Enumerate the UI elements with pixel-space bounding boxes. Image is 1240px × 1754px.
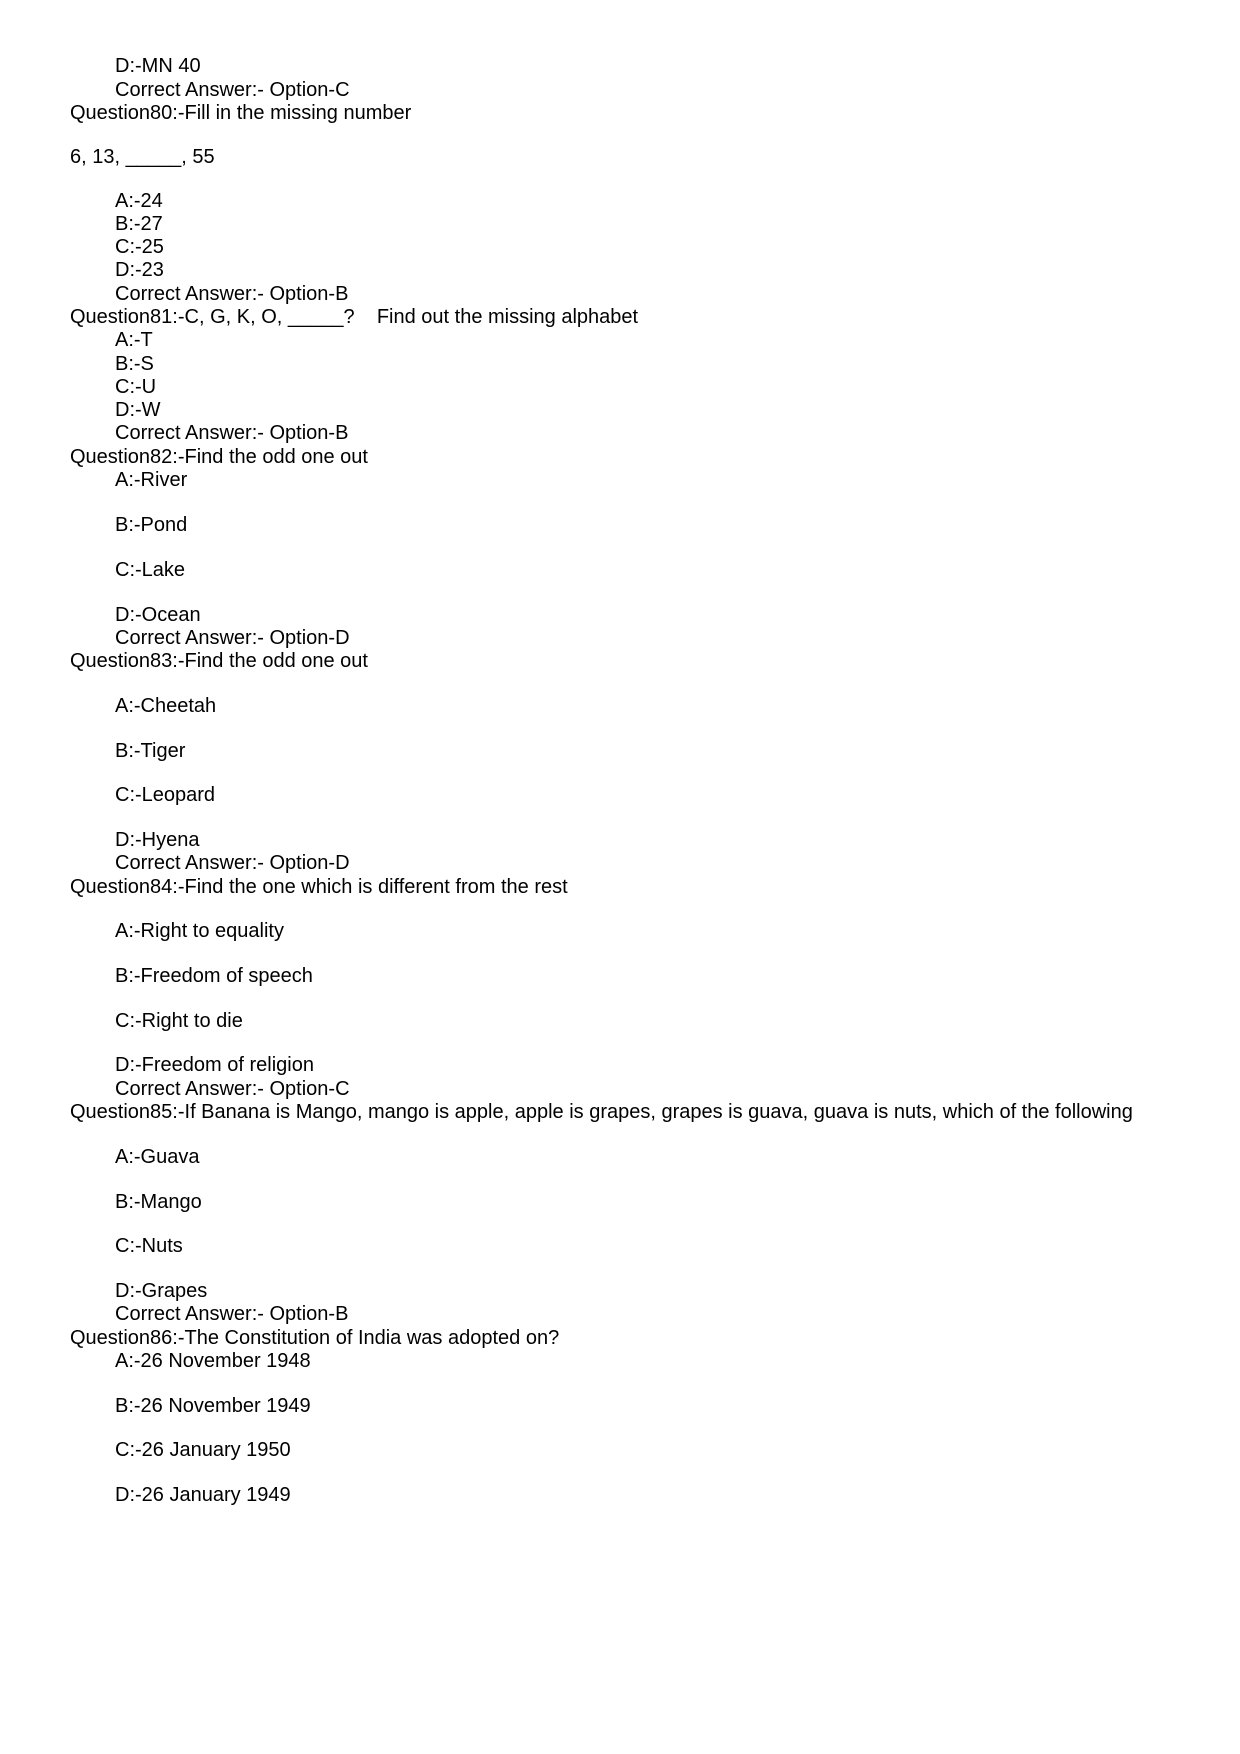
option-a: A:-Guava xyxy=(115,1146,200,1168)
option-a: A:-24 xyxy=(115,190,163,212)
correct-answer: Correct Answer:- Option-C xyxy=(115,79,350,101)
option-c: C:-Nuts xyxy=(115,1235,183,1257)
option-d: D:-Freedom of religion xyxy=(115,1054,314,1076)
option-a: A:-T xyxy=(115,329,153,351)
option-d: D:-MN 40 xyxy=(115,55,201,77)
option-c: C:-Right to die xyxy=(115,1010,243,1032)
option-c: C:-Leopard xyxy=(115,784,216,806)
option-d: D:-23 xyxy=(115,259,164,281)
question-text: Question85:-If Banana is Mango, mango is apple, apple is grapes, grapes is guava, guava is nuts, which of the following xyxy=(70,1101,1133,1123)
question-sequence: 6, 13, _____, 55 xyxy=(70,146,215,168)
option-a: A:-River xyxy=(115,469,188,491)
option-c: C:-Lake xyxy=(115,559,186,581)
option-b: B:-S xyxy=(115,353,154,375)
question-text: Question80:-Fill in the missing number xyxy=(70,102,412,124)
option-c: C:-26 January 1950 xyxy=(115,1439,291,1461)
correct-answer: Correct Answer:- Option-D xyxy=(115,627,350,649)
option-d: D:-26 January 1949 xyxy=(115,1484,291,1506)
option-d: D:-W xyxy=(115,399,161,421)
option-b: B:-Pond xyxy=(115,514,188,536)
option-a: A:-Cheetah xyxy=(115,695,217,717)
option-d: D:-Grapes xyxy=(115,1280,208,1302)
correct-answer: Correct Answer:- Option-B xyxy=(115,1303,349,1325)
correct-answer: Correct Answer:- Option-B xyxy=(115,422,349,444)
option-c: C:-U xyxy=(115,376,157,398)
option-b: B:-27 xyxy=(115,213,163,235)
question-text: Question84:-Find the one which is different from the rest xyxy=(70,876,568,898)
question-text: Question81:-C, G, K, O, _____? Find out the missing alphabet xyxy=(70,306,639,328)
option-a: A:-26 November 1948 xyxy=(115,1350,311,1372)
option-b: B:-26 November 1949 xyxy=(115,1395,311,1417)
option-a: A:-Right to equality xyxy=(115,920,284,942)
option-b: B:-Tiger xyxy=(115,740,186,762)
question-text: Question83:-Find the odd one out xyxy=(70,650,368,672)
option-d: D:-Hyena xyxy=(115,829,200,851)
question-text: Question86:-The Constitution of India was adopted on? xyxy=(70,1327,560,1349)
correct-answer: Correct Answer:- Option-D xyxy=(115,852,350,874)
option-d: D:-Ocean xyxy=(115,604,201,626)
correct-answer: Correct Answer:- Option-B xyxy=(115,283,349,305)
question-text: Question82:-Find the odd one out xyxy=(70,446,368,468)
option-c: C:-25 xyxy=(115,236,164,258)
option-b: B:-Mango xyxy=(115,1191,202,1213)
correct-answer: Correct Answer:- Option-C xyxy=(115,1078,350,1100)
option-b: B:-Freedom of speech xyxy=(115,965,313,987)
